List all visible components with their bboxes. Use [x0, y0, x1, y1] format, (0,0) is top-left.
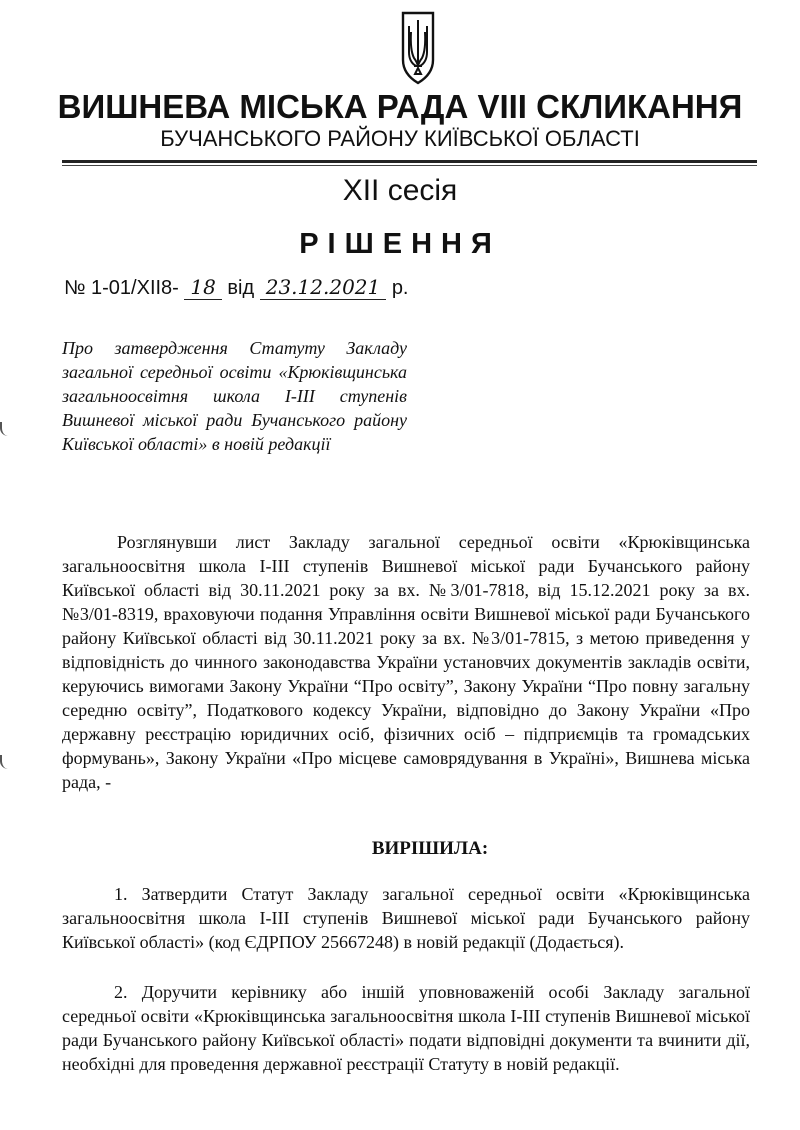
session-label: XII сесія	[342, 174, 458, 207]
decision-item-2: 2. Доручити керівнику або іншій уповноваженій особі Закладу загальної середньої освіти «Крюківщинська загальноосвітня школа І-ІІІ ступенів Вишневої міської ради Бучанського району Київської області» подати відповідні документи та вчинити дії, необхідні для проведення державної реєстрації Статуту в новій редакції.	[62, 982, 750, 1074]
handwritten-number: 18	[184, 275, 221, 300]
trident-emblem-icon	[400, 10, 436, 86]
binder-hole-mark	[0, 755, 12, 769]
decision-subject: Про затвердження Статуту Закладу загальної середньої освіти «Крюківщинська загальноосвітня школа І-ІІІ ступенів Вишневої міської ради Бучанського району Київської області» в новій редакції	[62, 338, 407, 454]
document-type: РІШЕННЯ	[299, 228, 501, 260]
council-title: ВИШНЕВА МІСЬКА РАДА VIII СКЛИКАННЯ	[57, 88, 743, 125]
header-divider	[62, 160, 757, 163]
number-prefix: № 1-01/XII8-	[64, 277, 179, 299]
handwritten-date: 23.12.2021	[260, 275, 387, 300]
preamble-paragraph: Розглянувши лист Закладу загальної середньої освіти «Крюківщинська загальноосвітня школа І-ІІІ ступенів Вишневої міської ради Бучанського району Київської області від 30.11.2021 року за вх. №3/01-7818, від 15.12.2021 року за вх. №3/01-8319, враховуючи подання Управління освіти Вишневої міської ради Бучанського району Київської області від 30.11.2021 року за вх. №3/01-7815, з метою приведення у відповідність до чинного законодавства України установчих документів закладів освіти, керуючись вимогами Закону України “Про освіту”, Закону України “Про повну загальну середню освіту”, Податкового кодексу України, відповідно до Закону України «Про державну реєстрацію юридичних осіб, фізичних осіб – підприємців та громадських формувань», Закону України «Про місцеве самоврядування в Україні», Вишнева міська рада, -	[62, 532, 750, 792]
date-label: від	[227, 277, 255, 299]
council-region: БУЧАНСЬКОГО РАЙОНУ КИЇВСЬКОЇ ОБЛАСТІ	[160, 126, 640, 151]
decision-number-line	[64, 275, 409, 300]
decision-item-1: 1. Затвердити Статут Закладу загальної середньої освіти «Крюківщинська загальноосвітня школа І-ІІІ ступенів Вишневої міської ради Бучанського району Київської області» (код ЄДРПОУ 25667248) в новій редакції (Додається).	[62, 884, 750, 952]
resolved-heading: ВИРІШИЛА:	[371, 838, 489, 859]
header-divider-thin	[62, 165, 757, 166]
binder-hole-mark	[0, 422, 12, 436]
date-suffix: р.	[391, 277, 409, 299]
